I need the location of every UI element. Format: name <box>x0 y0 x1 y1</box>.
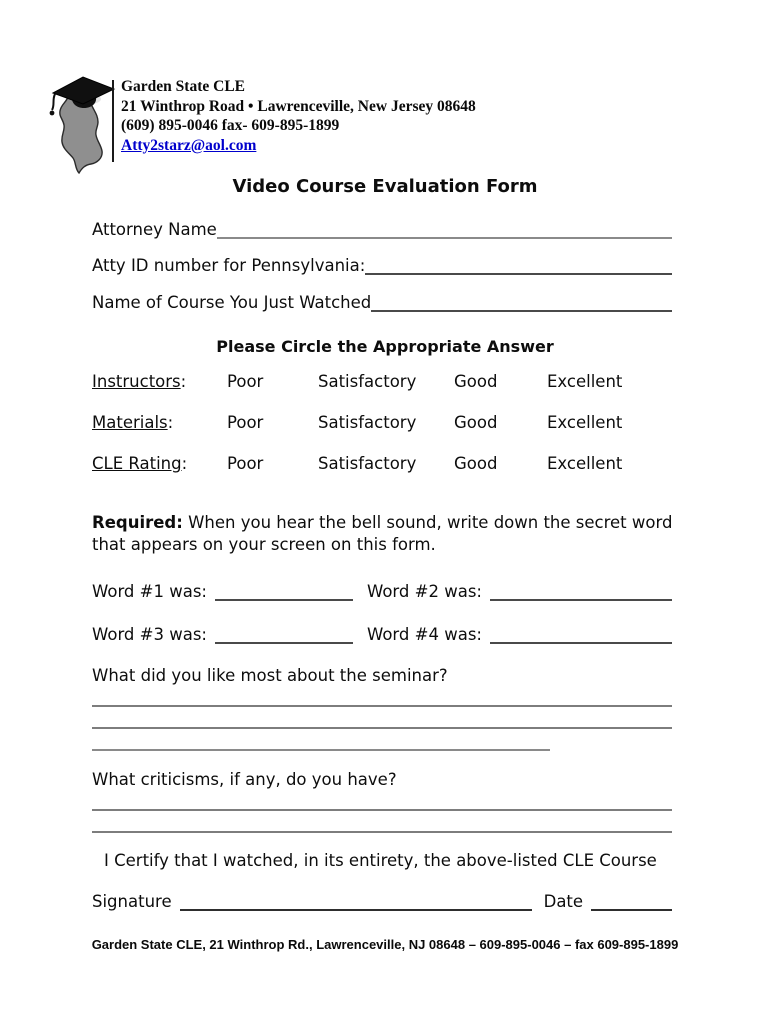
question-criticisms <box>92 770 672 833</box>
answer-line[interactable] <box>92 749 550 751</box>
rating-option-materials-poor[interactable]: Poor <box>227 413 264 432</box>
header-contact-block <box>121 77 476 155</box>
course-name-row <box>92 292 672 314</box>
signature-field-line[interactable] <box>180 891 532 911</box>
org-address: 21 Winthrop Road • Lawrenceville, New Jersey 08648 <box>121 97 476 115</box>
rating-option-cle-poor[interactable]: Poor <box>227 454 264 473</box>
rating-option-instructors-satisfactory[interactable]: Satisfactory <box>318 372 417 391</box>
rating-option-instructors-excellent[interactable]: Excellent <box>547 372 623 391</box>
rating-option-materials-satisfactory[interactable]: Satisfactory <box>318 413 417 432</box>
word2-label: Word #2 was: <box>366 582 482 601</box>
rating-row-colon: : <box>180 372 187 391</box>
required-line2: that appears on your screen on this form. <box>92 534 436 554</box>
rating-option-instructors-good[interactable]: Good <box>454 372 498 391</box>
rating-row-label-cle-rating <box>92 454 227 495</box>
org-phone-fax: (609) 895-0046 fax- 609-895-1899 <box>121 117 340 134</box>
answer-line[interactable] <box>92 809 672 811</box>
word3-field-line[interactable] <box>215 624 353 644</box>
word1-field-line[interactable] <box>215 581 353 601</box>
date-field-line[interactable] <box>591 891 672 911</box>
certification-statement: I Certify that I watched, in its entirety, the above-listed CLE Course <box>104 851 657 870</box>
rating-row-colon: : <box>167 413 174 432</box>
header-divider <box>112 80 114 162</box>
course-name-field-line[interactable] <box>371 292 672 312</box>
word4-field-line[interactable] <box>490 624 672 644</box>
required-line1 <box>92 512 692 534</box>
rating-row-label-instructors <box>92 372 227 413</box>
rating-option-cle-excellent[interactable]: Excellent <box>547 454 623 473</box>
rating-row-label-materials <box>92 413 227 454</box>
rating-option-materials-good[interactable]: Good <box>454 413 498 432</box>
secret-words-row-2 <box>92 624 672 646</box>
answer-line[interactable] <box>92 705 672 707</box>
course-name-label: Name of Course You Just Watched <box>92 293 372 312</box>
answer-line[interactable] <box>92 727 672 729</box>
signature-row <box>92 891 672 913</box>
required-instructions <box>92 512 692 555</box>
rating-option-cle-satisfactory[interactable]: Satisfactory <box>318 454 417 473</box>
attorney-name-label: Attorney Name <box>92 220 217 239</box>
rating-grid <box>92 372 678 495</box>
secret-words-row-1 <box>92 581 672 603</box>
required-label: Required: <box>92 513 183 532</box>
attorney-name-row <box>92 219 672 241</box>
signature-label: Signature <box>92 892 172 911</box>
word2-field-line[interactable] <box>490 581 672 601</box>
question-like-most-prompt: What did you like most about the seminar? <box>92 666 448 685</box>
org-email-link[interactable]: Atty2starz@aol.com <box>121 136 257 154</box>
rating-row-label-text: Materials <box>92 413 168 432</box>
atty-id-label: Atty ID number for Pennsylvania: <box>92 256 366 275</box>
rating-row-colon: : <box>181 454 188 473</box>
required-line1-text: When you hear the bell sound, write down the secret word <box>182 513 673 532</box>
word3-label: Word #3 was: <box>92 625 207 644</box>
atty-id-field-line[interactable] <box>365 255 672 275</box>
question-like-most <box>92 666 672 751</box>
rating-row-label-text: CLE Rating <box>92 454 182 473</box>
rating-option-instructors-poor[interactable]: Poor <box>227 372 264 391</box>
answer-line[interactable] <box>92 831 672 833</box>
date-label: Date <box>543 892 584 911</box>
rating-option-cle-good[interactable]: Good <box>454 454 498 473</box>
rating-row-label-text: Instructors <box>92 372 181 391</box>
garden-state-cle-logo nj-graduation-cap-icon <box>46 72 116 174</box>
org-name: Garden State CLE <box>121 78 245 95</box>
rating-option-materials-excellent[interactable]: Excellent <box>547 413 623 432</box>
question-criticisms-prompt: What criticisms, if any, do you have? <box>92 770 397 789</box>
attorney-name-field-line[interactable] <box>217 219 672 239</box>
footer-contact-line: Garden State CLE, 21 Winthrop Rd., Lawrenceville, NJ 08648 – 609-895-0046 – fax 609-895-1899 <box>91 937 679 952</box>
word1-label: Word #1 was: <box>92 582 207 601</box>
rating-section-heading: Please Circle the Appropriate Answer <box>216 337 554 356</box>
word4-label: Word #4 was: <box>366 625 482 644</box>
form-title: Video Course Evaluation Form <box>232 176 538 197</box>
atty-id-row <box>92 255 672 277</box>
